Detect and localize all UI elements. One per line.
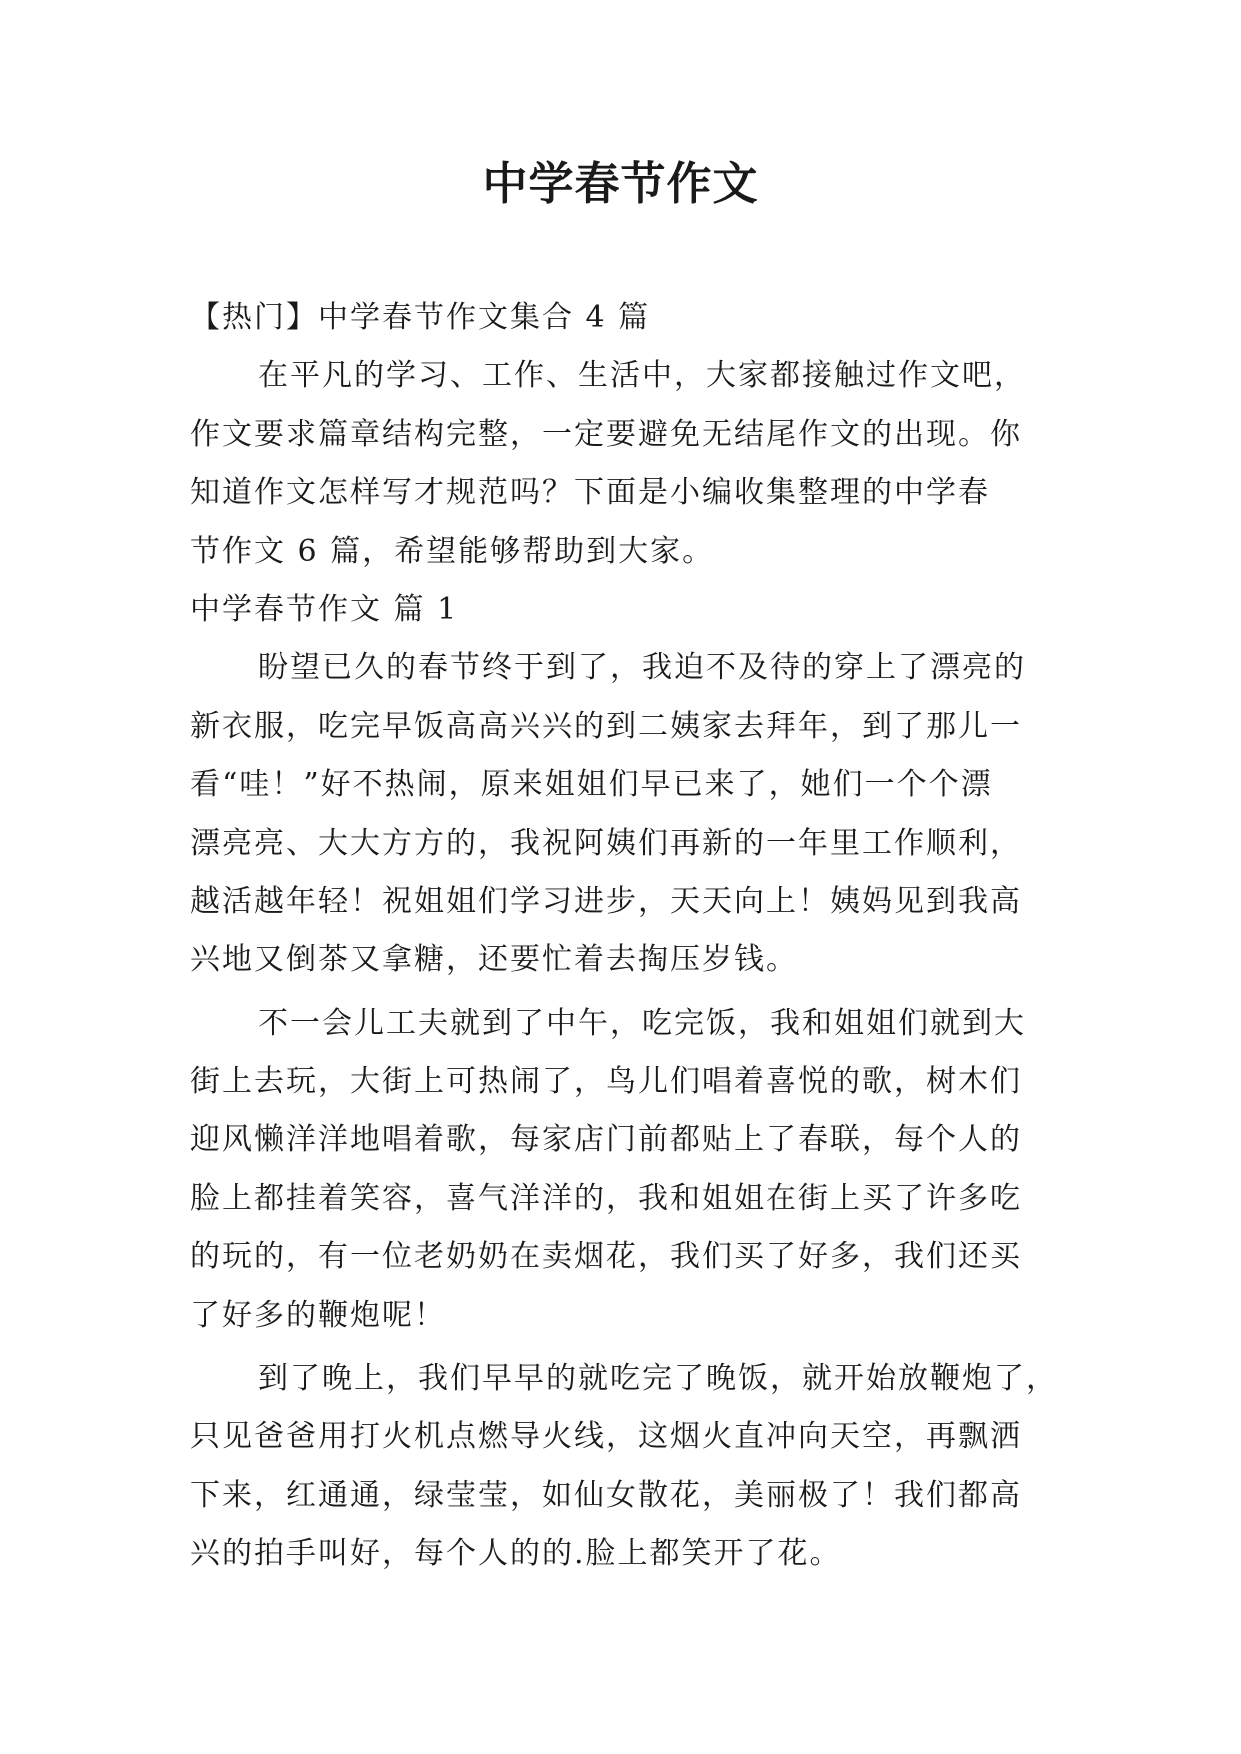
text-line: 兴地又倒茶又拿糖，还要忙着去掏压岁钱。: [190, 942, 798, 978]
paragraph-2: [190, 995, 1062, 1345]
section-heading: 中学春节作文 篇 1: [190, 591, 459, 627]
text-line: 到了晚上，我们早早的就吃完了晚饭，就开始放鞭炮了，: [258, 1361, 1058, 1397]
text-line: 脸上都挂着笑容，喜气洋洋的，我和姐姐在街上买了许多吃: [190, 1180, 1022, 1216]
paragraph-3: [190, 1350, 1062, 1584]
text-line: 盼望已久的春节终于到了，我迫不及待的穿上了漂亮的: [258, 650, 1026, 686]
text-line: 看“哇！”好不热闹，原来姐姐们早已来了，她们一个个漂: [190, 767, 993, 803]
document-subtitle: 【热门】中学春节作文集合 4 篇: [190, 300, 651, 335]
paragraph-1: [190, 639, 1062, 989]
text-line: 在平凡的学习、工作、生活中，大家都接触过作文吧，: [258, 358, 1026, 394]
text-line: 迎风懒洋洋地唱着歌，每家店门前都贴上了春联，每个人的: [190, 1122, 1022, 1158]
text-line: 下来，红通通，绿莹莹，如仙女散花，美丽极了！我们都高: [190, 1477, 1022, 1513]
text-line: 的玩的，有一位老奶奶在卖烟花，我们买了好多，我们还买: [190, 1239, 1022, 1275]
intro-paragraph: [190, 347, 1062, 581]
text-line: 不一会儿工夫就到了中午，吃完饭，我和姐姐们就到大: [258, 1005, 1026, 1041]
document-body: [190, 289, 1062, 1584]
text-line: 越活越年轻！祝姐姐们学习进步，天天向上！姨妈见到我高: [190, 883, 1022, 919]
text-line: 街上去玩，大街上可热闹了，鸟儿们唱着喜悦的歌，树木们: [190, 1064, 1022, 1100]
text-line: 作文要求篇章结构完整，一定要避免无结尾作文的出现。你: [190, 416, 1022, 452]
document-title: 中学春节作文: [482, 157, 759, 210]
text-line: 了好多的鞭炮呢！: [190, 1297, 446, 1333]
text-line: 只见爸爸用打火机点燃导火线，这烟火直冲向天空，再飘洒: [190, 1419, 1022, 1455]
text-line: 知道作文怎样写才规范吗？下面是小编收集整理的中学春: [190, 475, 990, 511]
text-line: 新衣服，吃完早饭高高兴兴的到二姨家去拜年，到了那儿一: [190, 708, 1022, 744]
text-line: 兴的拍手叫好，每个人的的.脸上都笑开了花。: [190, 1536, 842, 1572]
text-line: 漂亮亮、大大方方的，我祝阿姨们再新的一年里工作顺利，: [190, 825, 1022, 861]
text-line: 节作文 6 篇，希望能够帮助到大家。: [190, 533, 715, 569]
